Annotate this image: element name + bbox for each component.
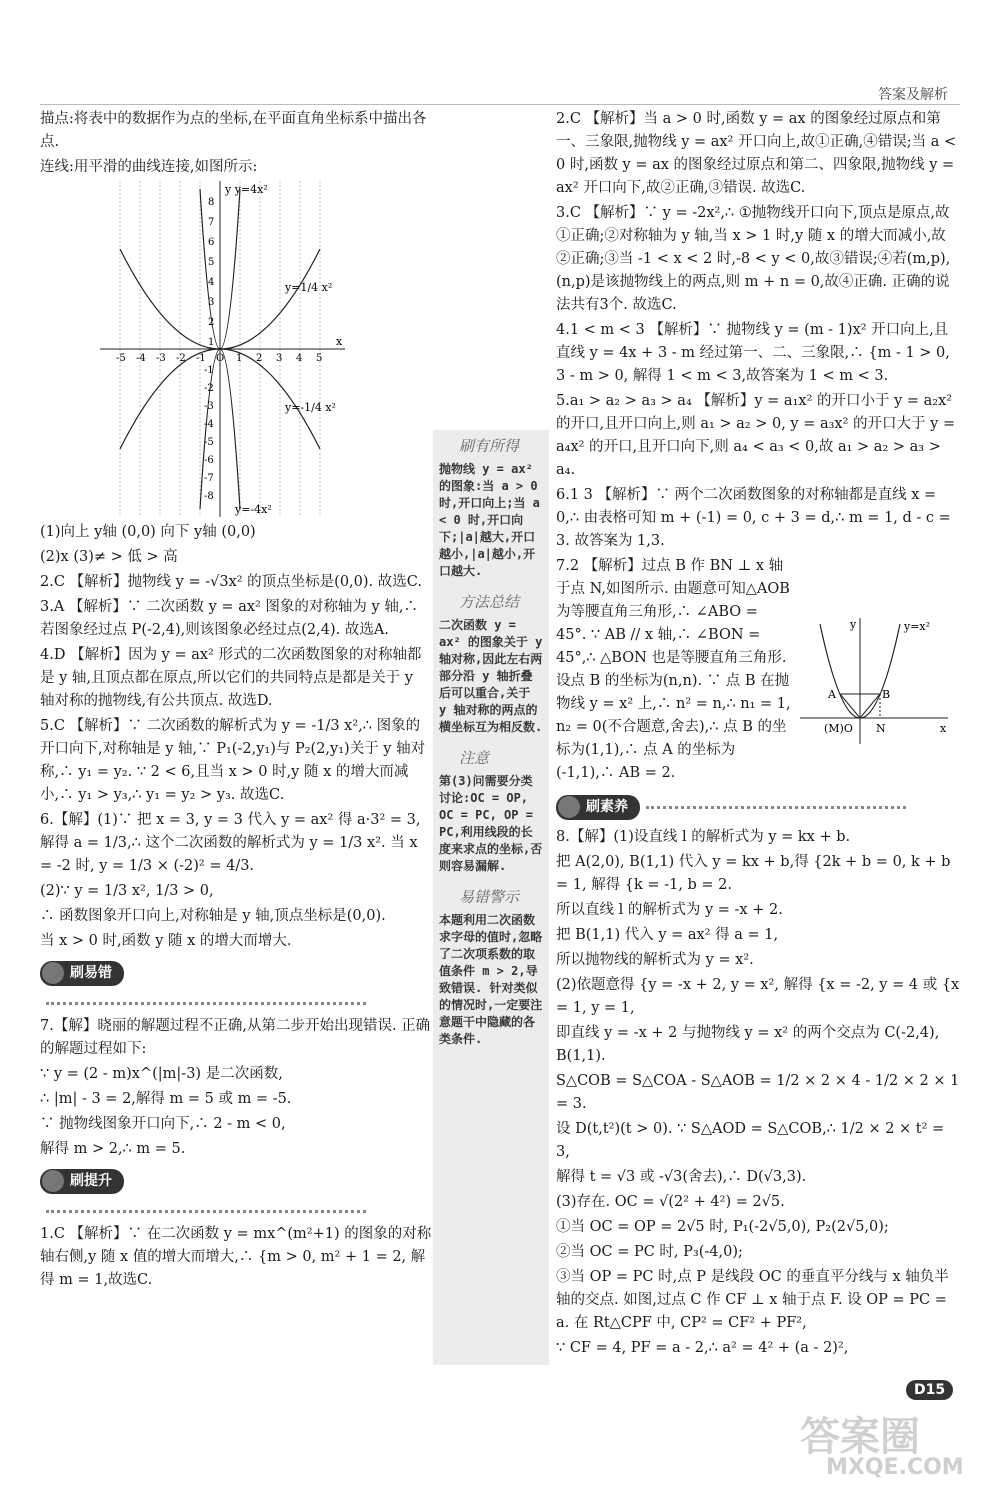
q6-part3: ∴ 函数图象开口向上,对称轴是 y 轴,顶点坐标是(0,0). bbox=[40, 908, 386, 924]
tag-shua-you-suo-de: 刷有所得 bbox=[459, 437, 520, 455]
q6-part2: (2)∵ y = 1/3 x², 1/3 > 0, bbox=[40, 883, 214, 899]
y-tick-label: 3 bbox=[208, 297, 215, 308]
intro-connect: 连线:用平滑的曲线连接,如图所示: bbox=[40, 159, 258, 175]
point-b: B bbox=[882, 688, 891, 701]
tag-error-warning: 易错警示 bbox=[459, 888, 520, 906]
r8-d: 把 B(1,1) 代入 y = ax² 得 a = 1, bbox=[556, 927, 779, 943]
q3-text: 3.A 【解析】∵ 二次函数 y = ax² 图象的对称轴为 y 轴,∴ 若图象经过点 P(-2,4),则该图象必经过点(2,4). 故选A. bbox=[40, 599, 418, 638]
q5-text: 5.C 【解析】∵ 二次函数的解析式为 y = -1/3 x²,∴ 图象的开口向下,对称轴是 y 轴,∵ P₁(-2,y₁)与 P₂(2,y₁)关于 y 轴对称,∴ y₁ = y₂. ∵ 2 < 6,且当 x > 0 时,y 随 x 的增大而减小,∴ y₁ > y₃,∴ y₁ = y₂ > y₃. 故选C. bbox=[40, 718, 426, 803]
q7-line-b: ∴ |m| - 3 = 2,解得 m = 5 或 m = -5. bbox=[40, 1091, 292, 1107]
x-tick-label: -5 bbox=[116, 353, 126, 364]
r4-text: 4.1 < m < 3 【解析】∵ 抛物线 y = (m - 1)x² 开口向上,且直线 y = 4x + 3 - m 经过第一、二、三象限,∴ {m - 1 > 0, 3 - m > 0, 解得 1 < m < 3,故答案为 1 < m < 3. bbox=[556, 322, 950, 384]
r8-n: ③当 OP = PC 时,点 P 是线段 OC 的垂直平分线与 x 轴负半轴的交点. 如图,过点 C 作 CF ⊥ x 轴于点 F. 设 OP = PC = a. 在 Rt△CPF 中, CP² = CF² + PF², bbox=[556, 1269, 949, 1331]
q4-text: 4.D 【解析】因为 y = ax² 形式的二次函数图象的对称轴都是 y 轴,且顶点都在原点,所以它们的共同特点是都是关于 y 轴对称的抛物线,有公共顶点. 故选D. bbox=[40, 647, 422, 709]
section-divider bbox=[46, 1210, 366, 1213]
watermark-logo: 答案圈 bbox=[800, 1414, 920, 1460]
y-tick-label: 2 bbox=[208, 317, 215, 328]
r7-text: 7.2 【解析】过点 B 作 BN ⊥ x 轴于点 N,如图所示. 由题意可知△AOB 为等腰直角三角形,∴ ∠ABO = 45°. ∵ AB // x 轴,∴ ∠BON = 45°,∴ △BON 也是等腰直角三角形. 设点 B 的坐标为(n,n). ∵ 点 B 在抛物线 y = x² 上,∴ n² = n,∴ n₁ = 1, n₂ = 0(不合题意,舍去),∴ 点 B 的坐标为(1,1),∴ 点 A 的坐标为(-1,1),∴ AB = 2. bbox=[556, 558, 791, 781]
label-top: y y=4x² bbox=[225, 183, 268, 196]
q2-text: 2.C 【解析】抛物线 y = -√3x² 的顶点坐标是(0,0). 故选C. bbox=[40, 574, 422, 590]
x-tick-label: O bbox=[216, 353, 225, 364]
note-attention: 第(3)问需要分类讨论:OC = OP, OC = PC, OP = PC,利用线段的长度来求点的坐标,否则容易漏解. bbox=[439, 774, 543, 873]
label-q1: y=1/4 x² bbox=[285, 281, 333, 294]
left-column bbox=[40, 108, 432, 1294]
x-tick-label: 4 bbox=[296, 353, 303, 364]
section-divider bbox=[46, 1002, 366, 1005]
page-header: 答案及解析 bbox=[878, 87, 948, 103]
r8-e: 所以抛物线的解析式为 y = x². bbox=[556, 952, 754, 968]
point-a: A bbox=[828, 688, 836, 701]
y-tick-label: 7 bbox=[208, 217, 215, 228]
note-summary: 抛物线 y = ax² 的图象:当 a > 0 时,开口向上;当 a < 0 时,开口向下;|a|越大,开口越小,|a|越小,开口越大. bbox=[439, 462, 540, 578]
intro-plot: 描点:将表中的数据作为点的坐标,在平面直角坐标系中描出各点. bbox=[40, 111, 427, 150]
graph2-curve-label: y=x² bbox=[904, 620, 931, 633]
section-divider bbox=[646, 806, 906, 809]
y-tick-label: -6 bbox=[204, 455, 214, 466]
r8-l: ①当 OC = OP = 2√5 时, P₁(-2√5,0), P₂(2√5,0); bbox=[556, 1219, 889, 1235]
small-parabola-graph bbox=[800, 618, 950, 744]
x-tick-label: -4 bbox=[136, 353, 146, 364]
x-tick-label: -3 bbox=[156, 353, 166, 364]
graph2-ylabel: y bbox=[850, 618, 857, 631]
watermark-url: MXQE.COM bbox=[826, 1455, 964, 1480]
graph2-xlabel: x bbox=[940, 722, 947, 735]
parabola-graph bbox=[100, 181, 350, 517]
q7-line-d: 解得 m > 2,∴ m = 5. bbox=[40, 1141, 186, 1157]
q7-line-c: ∵ 抛物线图象开口向下,∴ 2 - m < 0, bbox=[40, 1116, 286, 1132]
y-tick-label: 6 bbox=[208, 237, 215, 248]
tag-method: 方法总结 bbox=[459, 593, 520, 611]
y-tick-label: -3 bbox=[204, 401, 214, 412]
answer-line1: (1)向上 y轴 (0,0) 向下 y轴 (0,0) bbox=[40, 524, 256, 540]
segment-oa bbox=[840, 694, 860, 718]
axis-x-label: x bbox=[336, 335, 343, 348]
r8-m: ②当 OC = PC 时, P₃(-4,0); bbox=[556, 1244, 743, 1260]
y-tick-label: 8 bbox=[208, 197, 215, 208]
x-tick-label: 3 bbox=[276, 353, 283, 364]
y-tick-label: 4 bbox=[208, 277, 215, 288]
r8-f: (2)依题意得 {y = -x + 2, y = x², 解得 {x = -2, y = 4 或 {x = 1, y = 1, bbox=[556, 977, 960, 1016]
r8-h: S△COB = S△COA - S△AOB = 1/2 × 2 × 4 - 1/2 × 2 × 1 = 3. bbox=[556, 1073, 960, 1112]
y-tick-label: -5 bbox=[204, 437, 214, 448]
note-error-warning: 本题利用二次函数求字母的值时,忽略了二次项系数的取值条件 m > 2,导致错误. 针对类似的情况时,一定要注意题干中隐藏的各类条件. bbox=[439, 913, 543, 1046]
section-tisheng: 刷提升 bbox=[40, 1169, 124, 1194]
q7-text: 7.【解】晓丽的解题过程不正确,从第二步开始出现错误. 正确的解题过程如下: bbox=[40, 1018, 431, 1057]
q6-part4: 当 x > 0 时,函数 y 随 x 的增大而增大. bbox=[40, 933, 292, 949]
section-yicuo: 刷易错 bbox=[40, 961, 124, 986]
q6-text: 6.【解】(1)∵ 把 x = 3, y = 3 代入 y = ax² 得 a·3² = 3,解得 a = 1/3,∴ 这个二次函数的解析式为 y = 1/3 x². 当 x = -2 时, y = 1/3 × (-2)² = 4/3. bbox=[40, 812, 421, 874]
answer-line2: (2)x (3)≠ > 低 > 高 bbox=[40, 549, 178, 565]
q7-line-a: ∵ y = (2 - m)x^(|m|-3) 是二次函数, bbox=[40, 1066, 283, 1082]
r5-text: 5.a₁ > a₂ > a₃ > a₄ 【解析】y = a₁x² 的开口小于 y = a₂x² 的开口,且开口向上,则 a₁ > a₂ > 0, y = a₃x² 的开口大于 y = a₄x² 的开口,且开口向下,则 a₄ < a₃ < 0,故 a₁ > a₂ > a₃ > a₄. bbox=[556, 393, 956, 478]
notes-sidebar bbox=[433, 430, 549, 1365]
tag-attention: 注意 bbox=[459, 749, 490, 767]
y-tick-label: 5 bbox=[208, 257, 215, 268]
r8-c: 所以直线 l 的解析式为 y = -x + 2. bbox=[556, 902, 783, 918]
label-bottom: y=-4x² bbox=[235, 503, 272, 516]
y-tick-label: -1 bbox=[204, 365, 214, 376]
point-n: N bbox=[876, 722, 886, 735]
y-tick-label: 1 bbox=[208, 337, 215, 348]
r6-text: 6.1 3 【解析】∵ 两个二次函数图象的对称轴都是直线 x = 0,∴ 由表格可知 m + (-1) = 0, c + 3 = d,∴ m = 1, d - c = 3. 故答案为 1,3. bbox=[556, 487, 951, 549]
r8-k: (3)存在. OC = √(2² + 4²) = 2√5. bbox=[556, 1194, 785, 1210]
page-number: D15 bbox=[906, 1380, 953, 1400]
note-method: 二次函数 y = ax² 的图象关于 y 轴对称,因此左右两部分沿 y 轴折叠后可以重合,关于 y 轴对称的两点的横坐标互为相反数. bbox=[439, 618, 543, 734]
x-tick-label: 5 bbox=[316, 353, 323, 364]
r8-o: ∵ CF = 4, PF = a - 2,∴ a² = 4² + (a - 2)², bbox=[556, 1340, 849, 1356]
r8-a: 8.【解】(1)设直线 l 的解析式为 y = kx + b. bbox=[556, 829, 851, 845]
x-tick-label: -2 bbox=[176, 353, 186, 364]
y-tick-label: -8 bbox=[204, 491, 214, 502]
r8-i: 设 D(t,t²)(t > 0). ∵ S△AOD = S△COB,∴ 1/2 × 2 × t² = 3, bbox=[556, 1121, 945, 1160]
r8-b: 把 A(2,0), B(1,1) 代入 y = kx + b,得 {2k + b = 0, k + b = 1, 解得 {k = -1, b = 2. bbox=[556, 854, 951, 893]
segment-ob bbox=[860, 694, 880, 718]
y-tick-label: -7 bbox=[204, 473, 214, 484]
x-tick-label: 2 bbox=[256, 353, 263, 364]
y-tick-label: -4 bbox=[204, 419, 214, 430]
r2-text: 2.C 【解析】当 a > 0 时,函数 y = ax 的图象经过原点和第一、三象限,抛物线 y = ax² 开口向上,故①正确,④错误;当 a < 0 时,函数 y = ax 的图象经过原点和第二、四象限,抛物线 y = ax² 开口向下,故②正确,③错误. 故选C. bbox=[556, 111, 957, 196]
x-tick-labels bbox=[116, 353, 322, 364]
point-mo: (M)O bbox=[824, 722, 853, 735]
x-tick-label: -1 bbox=[196, 353, 206, 364]
section-suyang: 刷素养 bbox=[556, 795, 640, 820]
r8-j: 解得 t = √3 或 -√3(舍去),∴ D(√3,3). bbox=[556, 1169, 807, 1185]
header-rule bbox=[40, 104, 960, 105]
y-tick-label: -2 bbox=[204, 383, 214, 394]
t1-text: 1.C 【解析】∵ 在二次函数 y = mx^(m²+1) 的图象的对称轴右侧,y 随 x 值的增大而增大,∴ {m > 0, m² + 1 = 2, 解得 m = 1,故选C. bbox=[40, 1226, 432, 1288]
r3-text: 3.C 【解析】∵ y = -2x²,∴ ①抛物线开口向下,顶点是原点,故①正确;②对称轴为 y 轴,当 x > 1 时,y 随 x 的增大而减小,故②正确;③当 -1 < x < 2 时,-8 < y < 0,故③错误;④若(m,p),(n,p)是该抛物线上的两点,则 m + n = 0,故④正确. 正确的说法共有3个. 故选C. bbox=[556, 205, 951, 313]
label-q2: y=-1/4 x² bbox=[285, 401, 336, 414]
x-tick-label: 1 bbox=[236, 353, 243, 364]
r8-g: 即直线 y = -x + 2 与抛物线 y = x² 的两个交点为 C(-2,4), B(1,1). bbox=[556, 1025, 940, 1064]
